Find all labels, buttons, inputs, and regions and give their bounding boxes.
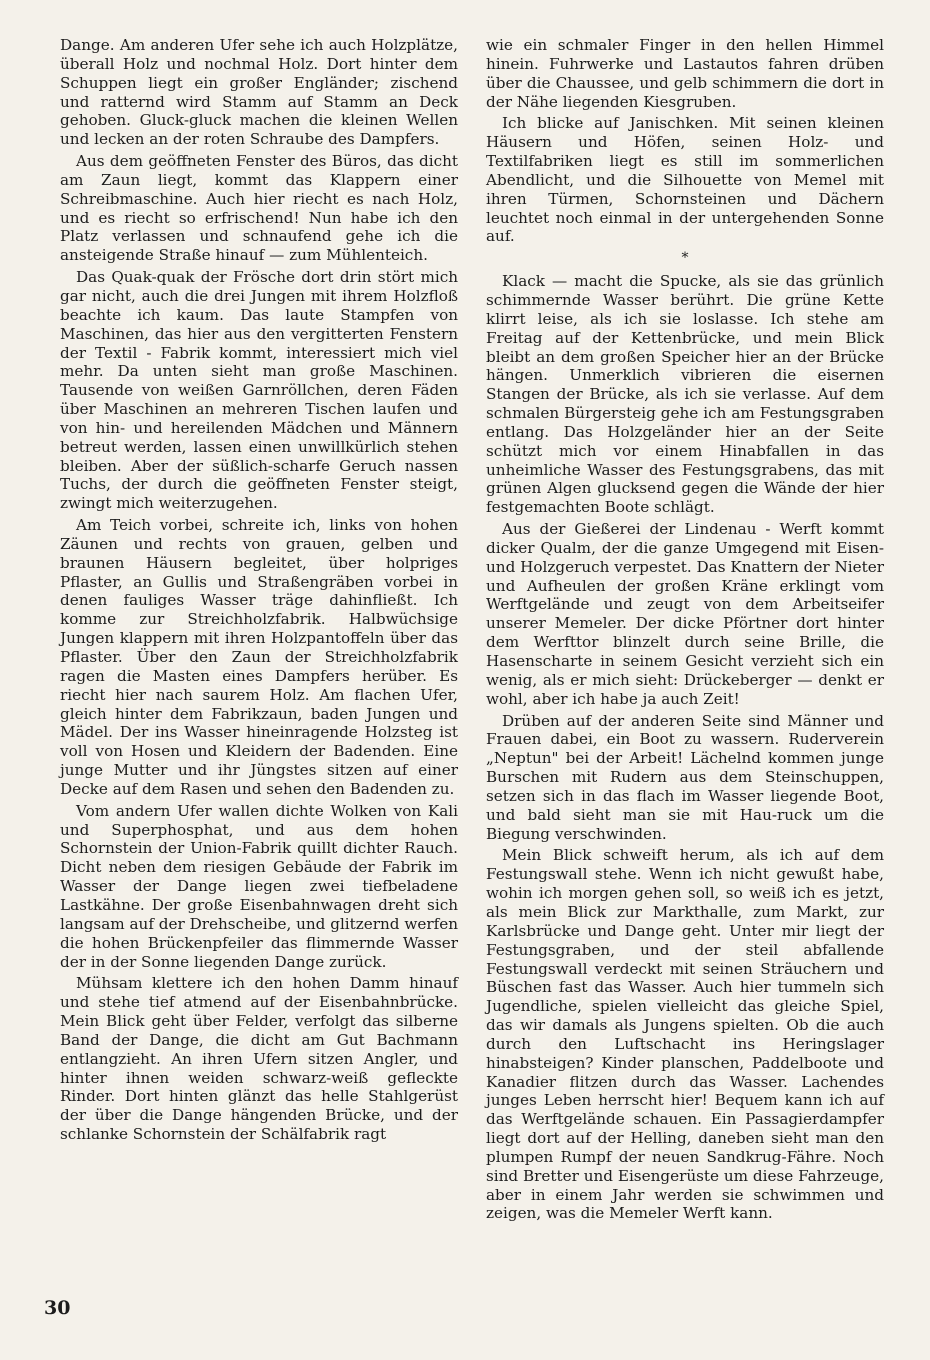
paragraph: Am Teich vorbei, schreite ich, links von hohen Zäunen und rechts von grauen, gelben und braunen Häusern begleitet, über holpriges Pflaster, an Gullis und Straßengräben vorbei in denen fauliges Wasser träge dahinfließt. Ich komme zur Streichholzfabrik. Halbwüchsige Jungen klappern mit ihren Holzpantoffeln über das Pflaster. Über den Zaun der Streichholzfabrik ragen die Masten eines Dampfers herüber. Es riecht hier nach saurem Holz. Am flachen Ufer, gleich hinter dem Fabrikzaun, baden Jungen und Mädel. Der ins Wasser hineinragende Holzsteg ist voll von Hosen und Kleidern der Badenden. Eine junge Mutter und ihr Jüngstes sitzen auf einer Decke auf dem Rasen und sehen den Badenden zu.	[60, 516, 458, 798]
paragraph: Ich blicke auf Janischken. Mit seinen kleinen Häusern und Höfen, seinen Holz- und Textilfabriken liegt es still im sommerlichen Abendlicht, und die Silhouette von Memel mit ihren Türmen, Schornsteinen und Dächern leuchtet noch einmal in der untergehenden Sonne auf.	[486, 114, 884, 246]
left-column	[60, 36, 458, 1147]
paragraph: Aus der Gießerei der Lindenau - Werft kommt dicker Qualm, der die ganze Umgegend mit Eisen- und Holzgeruch verpestet. Das Knattern der Nieter und Aufheulen der großen Kräne erklingt vom Werftgelände und zeugt von dem Arbeitseifer unserer Memeler. Der dicke Pförtner dort hinter dem Werfttor blinzelt durch seine Brille, die Hasenscharte in seinem Gesicht verzieht sich ein wenig, als er mich sieht: Drückeberger — denkt er wohl, aber ich habe ja auch Zeit!	[486, 520, 884, 708]
paragraph: Das Quak-quak der Frösche dort drin stört mich gar nicht, auch die drei Jungen mit ihrem Holzfloß beachte ich kaum. Das laute Stampfen von Maschinen, das hier aus den vergitterten Fenstern der Textil - Fabrik kommt, interessiert mich viel mehr. Da unten sieht man große Maschinen. Tausende von weißen Garnröllchen, deren Fäden über Maschinen an mehreren Tischen laufen und von hin- und hereilenden Mädchen und Männern betreut werden, lassen einen unwillkürlich stehen bleiben. Aber der süßlich-scharfe Geruch nassen Tuchs, der durch die geöffneten Fenster steigt, zwingt mich weiterzugehen.	[60, 268, 458, 513]
paragraph: Mühsam klettere ich den hohen Damm hinauf und stehe tief atmend auf der Eisenbahnbrücke. Mein Blick geht über Felder, verfolgt das silberne Band der Dange, die dicht am Gut Bachmann entlangzieht. An ihren Ufern sitzen Angler, und hinter ihnen weiden schwarz-weiß gefleckte Rinder. Dort hinten glänzt das helle Stahlgerüst der über die Dange hängenden Brücke, und der schlanke Schornstein der Schälfabrik ragt	[60, 974, 458, 1144]
paragraph: Klack — macht die Spucke, als sie das grünlich schimmernde Wasser berührt. Die grüne Kette klirrt leise, als ich sie loslasse. Ich stehe am Freitag auf der Kettenbrücke, und mein Blick bleibt an dem großen Speicher hier an der Brücke hängen. Unmerklich vibrieren die eisernen Stangen der Brücke, als ich sie verlasse. Auf dem schmalen Bürgersteig gehe ich am Festungsgraben entlang. Das Holzgeländer hier an der Seite schützt mich vor einem Hinabfallen in das unheimliche Wasser des Festungsgrabens, das mit grünen Algen glucksend gegen die Wände der hier festgemachten Boote schlägt.	[486, 272, 884, 517]
paragraph: Dange. Am anderen Ufer sehe ich auch Holzplätze, überall Holz und nochmal Holz. Dort hinter dem Schuppen liegt ein großer Engländer; zischend und ratternd wird Stamm auf Stamm an Deck gehoben. Gluck-gluck machen die kleinen Wellen und lecken an der roten Schraube des Dampfers.	[60, 36, 458, 149]
paragraph: Drüben auf der anderen Seite sind Männer und Frauen dabei, ein Boot zu wassern. Ruderverein „Neptun" bei der Arbeit! Lächelnd kommen junge Burschen mit Rudern aus dem Steinschuppen, setzen sich in das flach im Wasser liegende Boot, und bald sieht man sie mit Hau-ruck um die Biegung verschwinden.	[486, 711, 884, 843]
paragraph: Aus dem geöffneten Fenster des Büros, das dicht am Zaun liegt, kommt das Klappern einer Schreibmaschine. Auch hier riecht es nach Holz, und es riecht so erfrischend! Nun habe ich den Platz verlassen und schnaufend gehe ich die ansteigende Straße hinauf — zum Mühlenteich.	[60, 152, 458, 265]
paragraph: wie ein schmaler Finger in den hellen Himmel hinein. Fuhrwerke und Lastautos fahren drüben über die Chaussee, und gelb schimmern die dort in der Nähe liegenden Kiesgruben.	[486, 36, 884, 111]
section-separator: *	[681, 250, 689, 267]
paragraph: Vom andern Ufer wallen dichte Wolken von Kali und Superphosphat, und aus dem hohen Schornstein der Union-Fabrik quillt dichter Rauch. Dicht neben dem riesigen Gebäude der Fabrik im Wasser der Dange liegen zwei tiefbeladene Lastkähne. Der große Eisenbahnwagen dreht sich langsam auf der Drehscheibe, und glitzernd werfen die hohen Brückenpfeiler das flimmernde Wasser der in der Sonne liegenden Dange zurück.	[60, 801, 458, 971]
right-column	[486, 36, 884, 1226]
paragraph: Mein Blick schweift herum, als ich auf dem Festungswall stehe. Wenn ich nicht gewußt habe, wohin ich morgen gehen soll, so weiß ich es jetzt, als mein Blick zur Markthalle, zum Markt, zur Karlsbrücke und Dange geht. Unter mir liegt der Festungsgraben, und der steil abfallende Festungswall verdeckt mit seinen Sträuchern und Büschen fast das Wasser. Auch hier tummeln sich Jugendliche, spielen vielleicht das gleiche Spiel, das wir damals als Jungens spielten. Ob die auch durch den Luftschacht ins Heringslager hinabsteigen? Kinder planschen, Paddelboote und Kanadier flitzen durch das Wasser. Lachendes junges Leben herrscht hier! Bequem kann ich auf das Werftgelände schauen. Ein Passagierdampfer liegt dort auf der Helling, daneben sieht man den plumpen Rumpf der neuen Sandkrug-Fähre. Noch sind Bretter und Eisengerüste um diese Fahrzeuge, aber in einem Jahr werden sie schwimmen und zeigen, was die Memeler Werft kann.	[486, 846, 884, 1223]
page-number: 30	[44, 1297, 71, 1319]
